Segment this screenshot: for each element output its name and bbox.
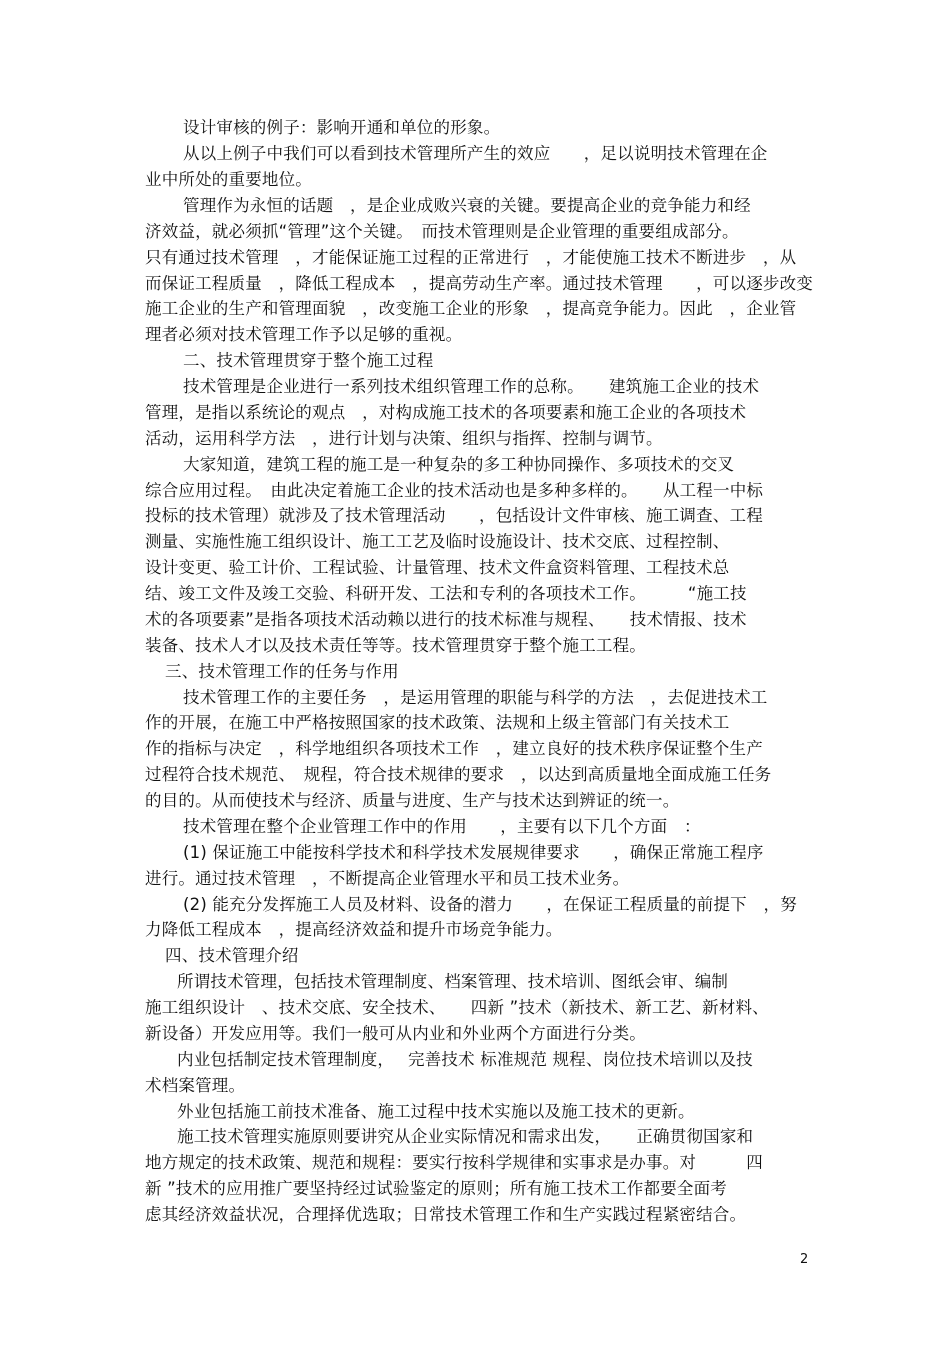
text-line: 虑其经济效益状况，合理择优选取；日常技术管理工作和生产实践过程紧密结合。 — [145, 1205, 747, 1224]
text-line: 技术管理在整个企业管理工作中的作用 ，主要有以下几个方面 ： — [183, 817, 701, 836]
text-line: 技术管理是企业进行一系列技术组织管理工作的总称。 建筑施工企业的技术 — [183, 377, 760, 396]
text-line: (1) 保证施工中能按科学技术和科学技术发展规律要求 ，确保正常施工程序 — [183, 843, 764, 862]
text-line: 地方规定的技术政策、规范和规程：要实行按科学规律和实事求是办事。对 四 — [145, 1153, 763, 1172]
text-line: 管理作为永恒的话题 ，是企业成败兴衰的关键。要提高企业的竞争能力和经 — [183, 196, 751, 215]
section-heading: 二、技术管理贯穿于整个施工过程 — [183, 351, 434, 370]
text-line: 过程符合技术规范、 规程，符合技术规律的要求 ，以达到高质量地全面成施工任务 — [145, 765, 772, 784]
text-line: 综合应用过程。 由此决定着施工企业的技术活动也是多种多样的。 从工程一中标 — [145, 481, 764, 500]
text-line: 术的各项要素”是指各项技术活动赖以进行的技术标准与规程、 技术情报、技术 — [145, 610, 747, 629]
text-line: 外业包括施工前技术准备、施工过程中技术实施以及施工技术的更新。 — [177, 1102, 695, 1121]
text-line: 术档案管理。 — [145, 1076, 246, 1095]
text-line: 业中所处的重要地位。 — [145, 170, 312, 189]
text-line: 而保证工程质量 ，降低工程成本 ，提高劳动生产率。通过技术管理 ，可以逐步改变 — [145, 274, 813, 293]
text-line: 力降低工程成本 ，提高经济效益和提升市场竞争能力。 — [145, 920, 563, 939]
text-line: 设计变更、验工计价、工程试验、计量管理、技术文件盒资料管理、工程技术总 — [145, 558, 730, 577]
text-line: 从以上例子中我们可以看到技术管理所产生的效应 ，足以说明技术管理在企 — [183, 144, 768, 163]
text-line: 施工企业的生产和管理面貌 ，改变施工企业的形象 ，提高竞争能力。因此 ，企业管 — [145, 299, 797, 318]
text-line: 投标的技术管理）就涉及了技术管理活动 ，包括设计文件审核、施工调查、工程 — [145, 506, 763, 525]
text-line: 施工组织设计 、技术交底、安全技术、 四新 ”技术（新技术、新工艺、新材料、 — [145, 998, 769, 1017]
text-line: 济效益，就必须抓“管理”这个关键。 而技术管理则是企业管理的重要组成部分。 — [145, 222, 739, 241]
text-line: 新设备）开发应用等。我们一般可从内业和外业两个方面进行分类。 — [145, 1024, 646, 1043]
text-line: 作的开展，在施工中严格按照国家的技术政策、法规和上级主管部门有关技术工 — [145, 713, 730, 732]
text-line: 活动，运用科学方法 ，进行计划与决策、组织与指挥、控制与调节。 — [145, 429, 663, 448]
text-line: 技术管理工作的主要任务 ，是运用管理的职能与科学的方法 ，去促进技术工 — [183, 688, 768, 707]
section-heading: 四、技术管理介绍 — [165, 946, 299, 965]
text-line: 测量、实施性施工组织设计、施工工艺及临时设施设计、技术交底、过程控制、 — [145, 532, 730, 551]
section-heading: 三、技术管理工作的任务与作用 — [165, 662, 399, 681]
text-line: (2) 能充分发挥施工人员及材料、设备的潜力 ，在保证工程质量的前提下 ，努 — [183, 895, 797, 914]
page-number: 2 — [800, 1252, 809, 1267]
text-line: 作的指标与决定 ，科学地组织各项技术工作 ，建立良好的技术秩序保证整个生产 — [145, 739, 763, 758]
text-line: 施工技术管理实施原则要讲究从企业实际情况和需求出发， 正确贯彻国家和 — [177, 1127, 754, 1146]
text-line: 新 ”技术的应用推广要坚持经过试验鉴定的原则；所有施工技术工作都要全面考 — [145, 1179, 727, 1198]
text-line: 大家知道，建筑工程的施工是一种复杂的多工种协同操作、多项技术的交叉 — [183, 455, 735, 474]
text-line: 进行。通过技术管理 ，不断提高企业管理水平和员工技术业务。 — [145, 869, 630, 888]
text-line: 设计审核的例子：影响开通和单位的形象。 — [183, 118, 501, 137]
text-line: 所谓技术管理，包括技术管理制度、档案管理、技术培训、图纸会审、编制 — [177, 972, 729, 991]
text-line: 的目的。从而使技术与经济、质量与进度、生产与技术达到辨证的统一。 — [145, 791, 680, 810]
text-line: 只有通过技术管理 ，才能保证施工过程的正常进行 ，才能使施工技术不断进步 ，从 — [145, 248, 797, 267]
text-line: 管理，是指以系统论的观点 ，对构成施工技术的各项要素和施工企业的各项技术 — [145, 403, 747, 422]
text-line: 结、竣工文件及竣工交验、科研开发、工法和专利的各项技术工作。 “施工技 — [145, 584, 747, 603]
text-line: 装备、技术人才以及技术责任等等。技术管理贯穿于整个施工工程。 — [145, 636, 646, 655]
text-line: 理者必须对技术管理工作予以足够的重视。 — [145, 325, 463, 344]
text-line: 内业包括制定技术管理制度， 完善技术 标准规范 规程、岗位技术培训以及技 — [177, 1050, 753, 1069]
